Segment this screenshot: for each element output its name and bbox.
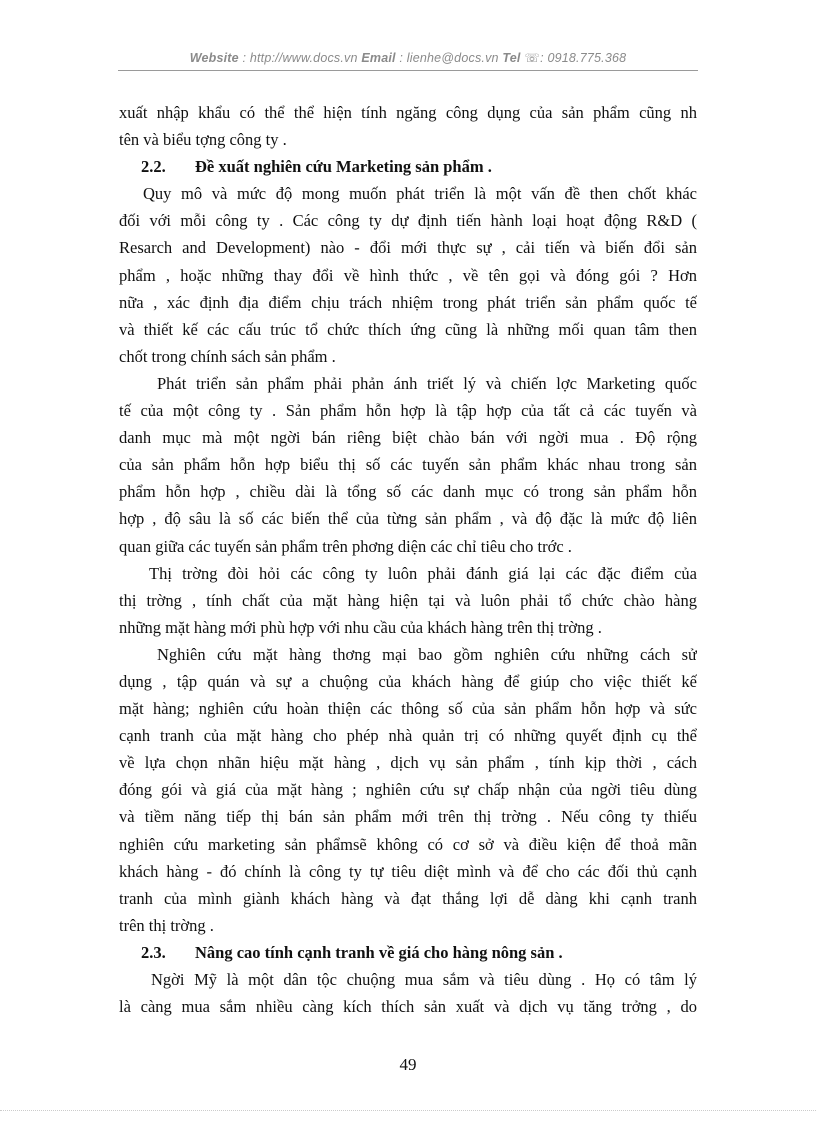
page-header — [0, 50, 816, 65]
text-line: quan giữa các tuyến sản phẩm trên phơng diện các chỉ tiêu cho trớc . — [119, 536, 572, 556]
text-line: Resarch and Development) nào - đổi mới thực sự , cải tiến và biến đổi sản — [119, 238, 697, 258]
text-line: và tiềm năng tiếp thị bán sản phẩm mới trên thị trờng . Nếu công ty thiếu — [119, 807, 697, 827]
section-heading — [119, 153, 697, 180]
text-line: phẩm hỗn hợp , chiều dài là tổng số các danh mục có trong sản phẩm hỗn — [119, 482, 697, 502]
footer-divider — [0, 1110, 816, 1111]
email-value: : lienhe@docs.vn — [399, 51, 499, 65]
text-line: nữa , xác định địa điểm chịu trách nhiệm trong phát triển sản phẩm quốc tế — [119, 292, 697, 312]
text-line: tế của một công ty . Sản phẩm hỗn hợp là tập hợp của tất cả các tuyến và — [119, 401, 697, 421]
text-line: xuất nhập khẩu có thể thể hiện tính ngăng công dụng của sản phẩm cũng nh — [119, 103, 697, 122]
text-line: về lựa chọn nhãn hiệu mặt hàng , dịch vụ sản phẩm , tính kịp thời , cách — [119, 753, 697, 773]
text-line: Ngời Mỹ là một dân tộc chuộng mua sắm và tiêu dùng . Họ có tâm lý — [151, 970, 697, 989]
text-line: đối với mỗi công ty . Các công ty dự định tiến hành loại hoạt động R&D ( — [119, 211, 697, 231]
text-line: danh mục mà một ngời bán riêng biệt chào bán với ngời mua . Độ rộng — [119, 428, 697, 448]
section-number: 2.3. — [141, 942, 166, 962]
text-line: hợp , độ sâu là số các biến thể của từng sản phẩm , và độ đặc là mức độ liên — [119, 509, 697, 529]
text-line: Thị trờng đòi hỏi các công ty luôn phải đánh giá lại các đặc điểm của — [149, 563, 697, 583]
text-line: dụng , tập quán và sự a chuộng của khách hàng để giúp cho việc thiết kế — [119, 671, 697, 691]
text-line: thị trờng , tính chất của mặt hàng hiện tại và luôn phải tổ chức chào hàng — [119, 590, 697, 610]
text-line: tranh của mình giành khách hàng và đạt thắng lợi dễ dàng khi cạnh tranh — [119, 888, 697, 908]
text-line: trên thị trờng . — [119, 915, 214, 935]
text-line: khách hàng - đó chính là công ty tự tiêu diệt mình và để cho các đối thủ cạnh — [119, 861, 697, 881]
phone-icon: ☏ — [524, 51, 541, 65]
text-line: phẩm , hoặc những thay đổi về hình thức , về tên gọi và đóng gói ? Hơn — [119, 265, 697, 285]
text-line: Phát triển sản phẩm phải phản ánh triết lý và chiến lợc Marketing quốc — [157, 373, 697, 393]
text-line: Quy mô và mức độ mong muốn phát triển là một vấn đề then chốt khác — [143, 184, 697, 204]
section-heading — [119, 939, 697, 966]
email-label: Email — [361, 51, 396, 65]
header-divider — [118, 70, 698, 71]
text-line: và thiết kế các cấu trúc tổ chức thích ứng cũng là những mối quan tâm then — [119, 319, 697, 339]
website-value: : http://www.docs.vn — [242, 51, 358, 65]
tel-label: Tel — [502, 51, 521, 65]
text-line: Nghiên cứu mặt hàng thơng mại bao gồm nghiên cứu những cách sử — [157, 644, 697, 664]
text-line: đóng gói và giá của mặt hàng ; nghiên cứu sự chấp nhận của ngời tiêu dùng — [119, 780, 697, 800]
document-body — [119, 99, 697, 1020]
section-title: Đề xuất nghiên cứu Marketing sản phẩm . — [195, 157, 492, 177]
text-line: là càng mua sắm nhiều càng kích thích sản xuất và dịch vụ tăng trởng , do — [119, 997, 697, 1017]
section-number: 2.2. — [141, 157, 166, 177]
page-number: 49 — [399, 1055, 417, 1074]
website-label: Website — [189, 51, 239, 65]
text-line: chốt trong chính sách sản phẩm . — [119, 346, 336, 366]
text-line: những mặt hàng mới phù hợp với nhu cầu của khách hàng trên thị trờng . — [119, 617, 602, 637]
text-line: của sản phẩm hỗn hợp biểu thị số các tuyến sản phẩm khác nhau trong sản — [119, 455, 697, 475]
section-title: Nâng cao tính cạnh tranh về giá cho hàng nông sản . — [195, 942, 563, 962]
text-line: mặt hàng; nghiên cứu hoàn thiện các thông số của sản phẩm hỗn hợp và sức — [119, 699, 697, 719]
text-line: tên và biểu tợng công ty . — [119, 130, 287, 150]
text-line: cạnh tranh của mặt hàng cho phép nhà quản trị có những quyết định cụ thể — [119, 726, 697, 746]
tel-value: : 0918.775.368 — [540, 51, 627, 65]
text-line: nghiên cứu marketing sản phẩmsẽ không có cơ sở và điều kiện để thoả mãn — [119, 834, 697, 854]
